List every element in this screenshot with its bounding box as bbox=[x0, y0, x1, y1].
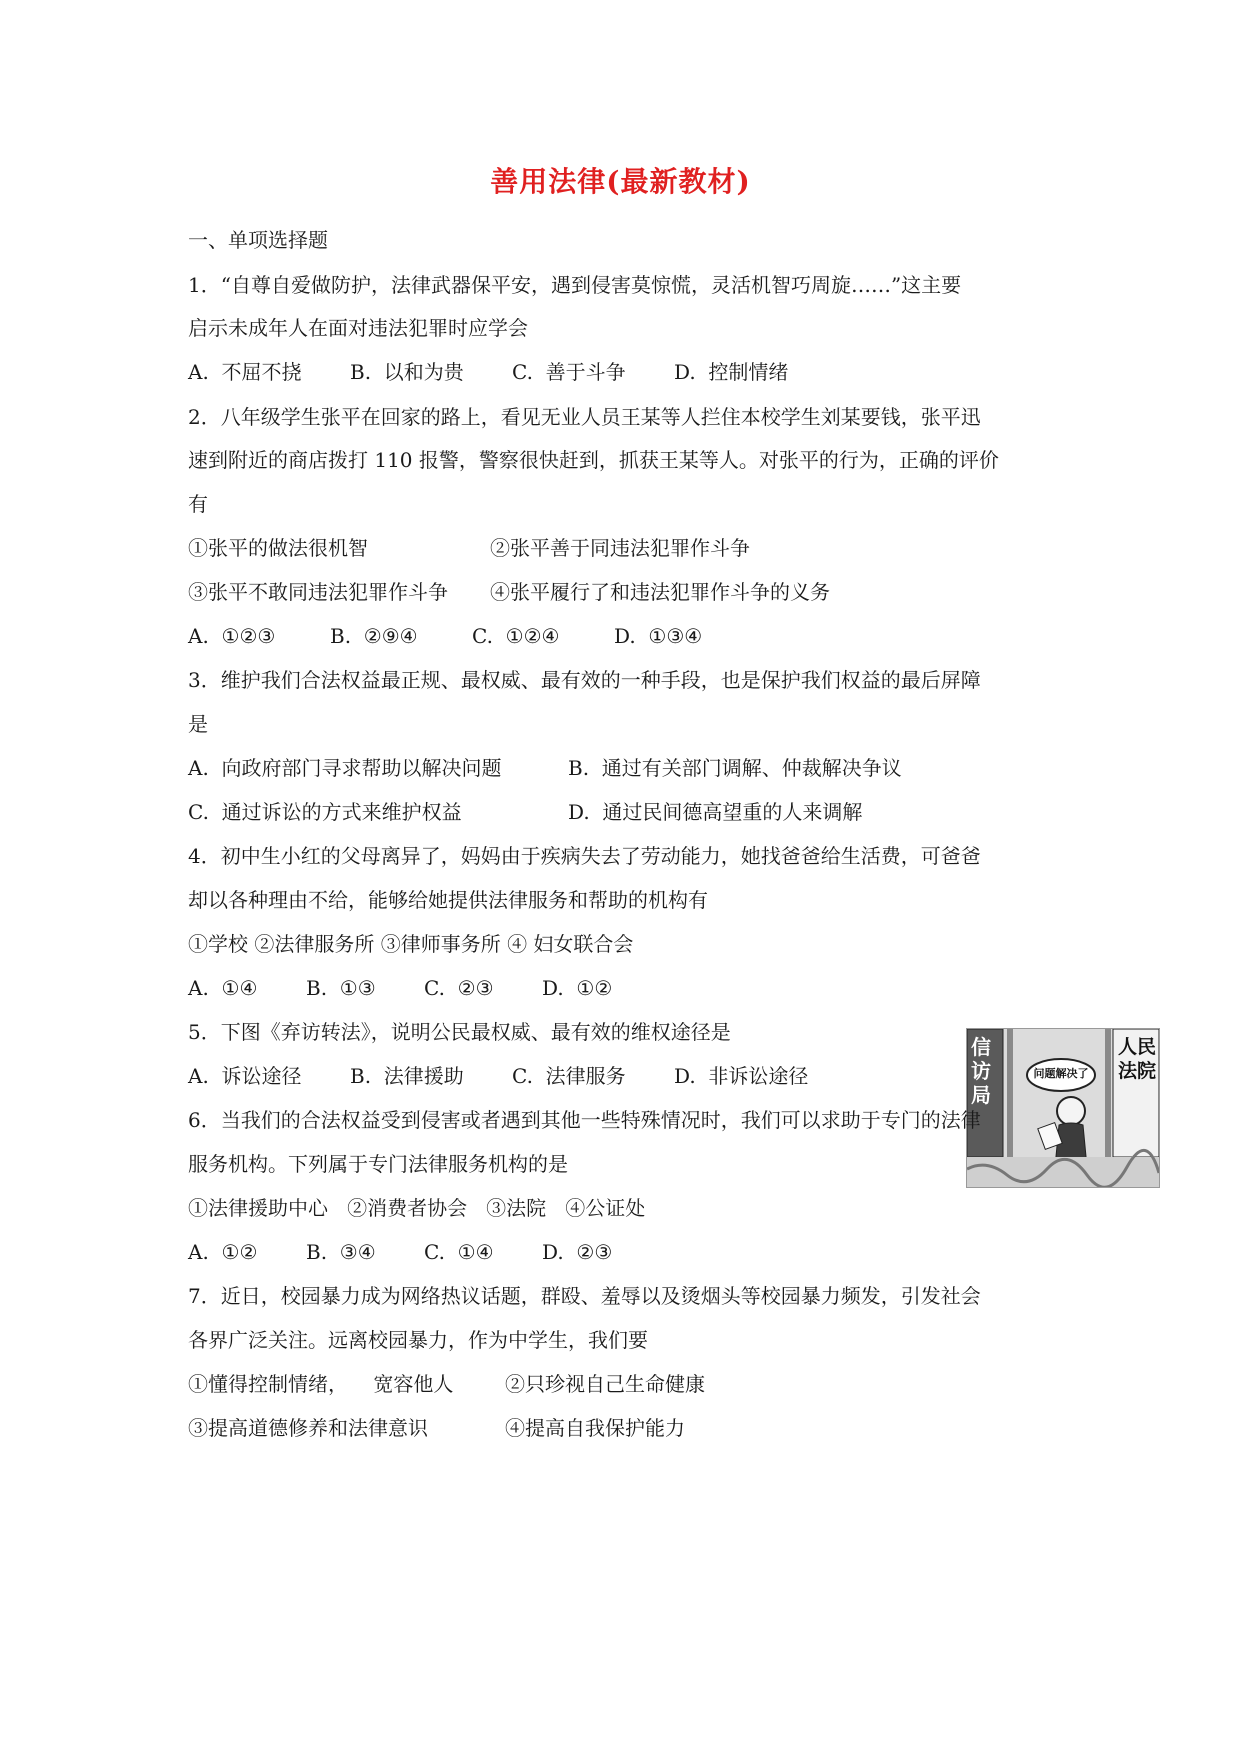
q5-stem: 5．下图《弃访转法》，说明公民最权威、最有效的维权途径是 bbox=[188, 1020, 731, 1044]
q3-option-a[interactable]: A. 向政府部门寻求帮助以解决问题 bbox=[188, 756, 502, 780]
q2-statement-4: ④张平履行了和违法犯罪作斗争的义务 bbox=[490, 580, 830, 604]
q4-statements: ①学校 ②法律服务所 ③律师事务所 ④ 妇女联合会 bbox=[188, 932, 634, 956]
q4-option-d[interactable]: D. ①② bbox=[542, 976, 613, 1000]
q2-option-b[interactable]: B. ②⑨④ bbox=[330, 624, 418, 648]
q2-option-a[interactable]: A. ①②③ bbox=[188, 624, 276, 648]
q1-option-b[interactable]: B. 以和为贵 bbox=[350, 360, 464, 384]
q3-option-d[interactable]: D. 通过民间德高望重的人来调解 bbox=[568, 800, 863, 824]
q7-statement-1: ①懂得控制情绪， 宽容他人 bbox=[188, 1372, 454, 1396]
q5-option-d[interactable]: D. 非诉讼途径 bbox=[674, 1064, 809, 1088]
q2-statement-1: ①张平的做法很机智 bbox=[188, 536, 368, 560]
q4-option-c[interactable]: C. ②③ bbox=[424, 976, 494, 1000]
q7-stem-line-1: 7．近日，校园暴力成为网络热议话题，群殴、羞辱以及烫烟头等校园暴力频发，引发社会 bbox=[188, 1284, 981, 1308]
q1-stem-line-1: 1．“自尊自爱做防护，法律武器保平安，遇到侵害莫惊慌，灵活机智巧周旋……”这主要 bbox=[188, 273, 962, 297]
q6-option-a[interactable]: A. ①② bbox=[188, 1240, 258, 1264]
q2-stem-line-1: 2．八年级学生张平在回家的路上，看见无业人员王某等人拦住本校学生刘某要钱，张平迅 bbox=[188, 405, 981, 429]
cartoon-right-sign: 人民法院 bbox=[1117, 1036, 1156, 1082]
q4-option-b[interactable]: B. ①③ bbox=[306, 976, 376, 1000]
q3-option-c[interactable]: C. 通过诉讼的方式来维护权益 bbox=[188, 800, 462, 824]
q1-stem-line-2: 启示未成年人在面对违法犯罪时应学会 bbox=[188, 316, 528, 340]
section-heading: 一、单项选择题 bbox=[188, 228, 328, 252]
q1-option-a[interactable]: A. 不屈不挠 bbox=[188, 360, 302, 384]
q2-option-c[interactable]: C. ①②④ bbox=[472, 624, 560, 648]
q7-stem-line-2: 各界广泛关注。远离校园暴力，作为中学生，我们要 bbox=[188, 1328, 648, 1352]
q1-option-c[interactable]: C. 善于斗争 bbox=[512, 360, 626, 384]
q6-option-c[interactable]: C. ①④ bbox=[424, 1240, 494, 1264]
q6-stem-line-2: 服务机构。下列属于专门法律服务机构的是 bbox=[188, 1152, 568, 1176]
q5-option-a[interactable]: A. 诉讼途径 bbox=[188, 1064, 302, 1088]
q6-option-d[interactable]: D. ②③ bbox=[542, 1240, 613, 1264]
cartoon-left-sign: 信访局 bbox=[971, 1035, 991, 1107]
q5-option-b[interactable]: B. 法律援助 bbox=[350, 1064, 464, 1088]
q2-stem-line-2: 速到附近的商店拨打 110 报警，警察很快赶到，抓获王某等人。对张平的行为，正确的评价 bbox=[188, 448, 999, 472]
q6-statements: ①法律援助中心 ②消费者协会 ③法院 ④公证处 bbox=[188, 1196, 646, 1220]
q2-statement-3: ③张平不敢同违法犯罪作斗争 bbox=[188, 580, 448, 604]
q1-option-d[interactable]: D. 控制情绪 bbox=[674, 360, 789, 384]
q4-stem-line-2: 却以各种理由不给，能够给她提供法律服务和帮助的机构有 bbox=[188, 888, 708, 912]
document-title: 善用法律(最新教材) bbox=[490, 165, 751, 198]
q3-stem-line-2: 是 bbox=[188, 712, 208, 736]
q2-option-d[interactable]: D. ①③④ bbox=[614, 624, 703, 648]
q3-option-b[interactable]: B. 通过有关部门调解、仲裁解决争议 bbox=[568, 756, 902, 780]
cartoon-speech-bubble: 问题解决了 bbox=[1033, 1067, 1089, 1080]
q7-statement-4: ④提高自我保护能力 bbox=[505, 1416, 685, 1440]
q4-option-a[interactable]: A. ①④ bbox=[188, 976, 258, 1000]
q5-option-c[interactable]: C. 法律服务 bbox=[512, 1064, 626, 1088]
q7-statement-2: ②只珍视自己生命健康 bbox=[505, 1372, 705, 1396]
q6-stem-line-1: 6．当我们的合法权益受到侵害或者遇到其他一些特殊情况时，我们可以求助于专门的法律 bbox=[188, 1108, 981, 1132]
q3-stem-line-1: 3．维护我们合法权益最正规、最权威、最有效的一种手段，也是保护我们权益的最后屏障 bbox=[188, 668, 981, 692]
q7-statement-3: ③提高道德修养和法律意识 bbox=[188, 1416, 428, 1440]
q4-stem-line-1: 4．初中生小红的父母离异了，妈妈由于疾病失去了劳动能力，她找爸爸给生活费，可爸爸 bbox=[188, 844, 981, 868]
q2-statement-2: ②张平善于同违法犯罪作斗争 bbox=[490, 536, 750, 560]
cartoon-illustration bbox=[966, 1028, 1160, 1188]
q2-stem-line-3: 有 bbox=[188, 492, 208, 516]
q6-option-b[interactable]: B. ③④ bbox=[306, 1240, 376, 1264]
